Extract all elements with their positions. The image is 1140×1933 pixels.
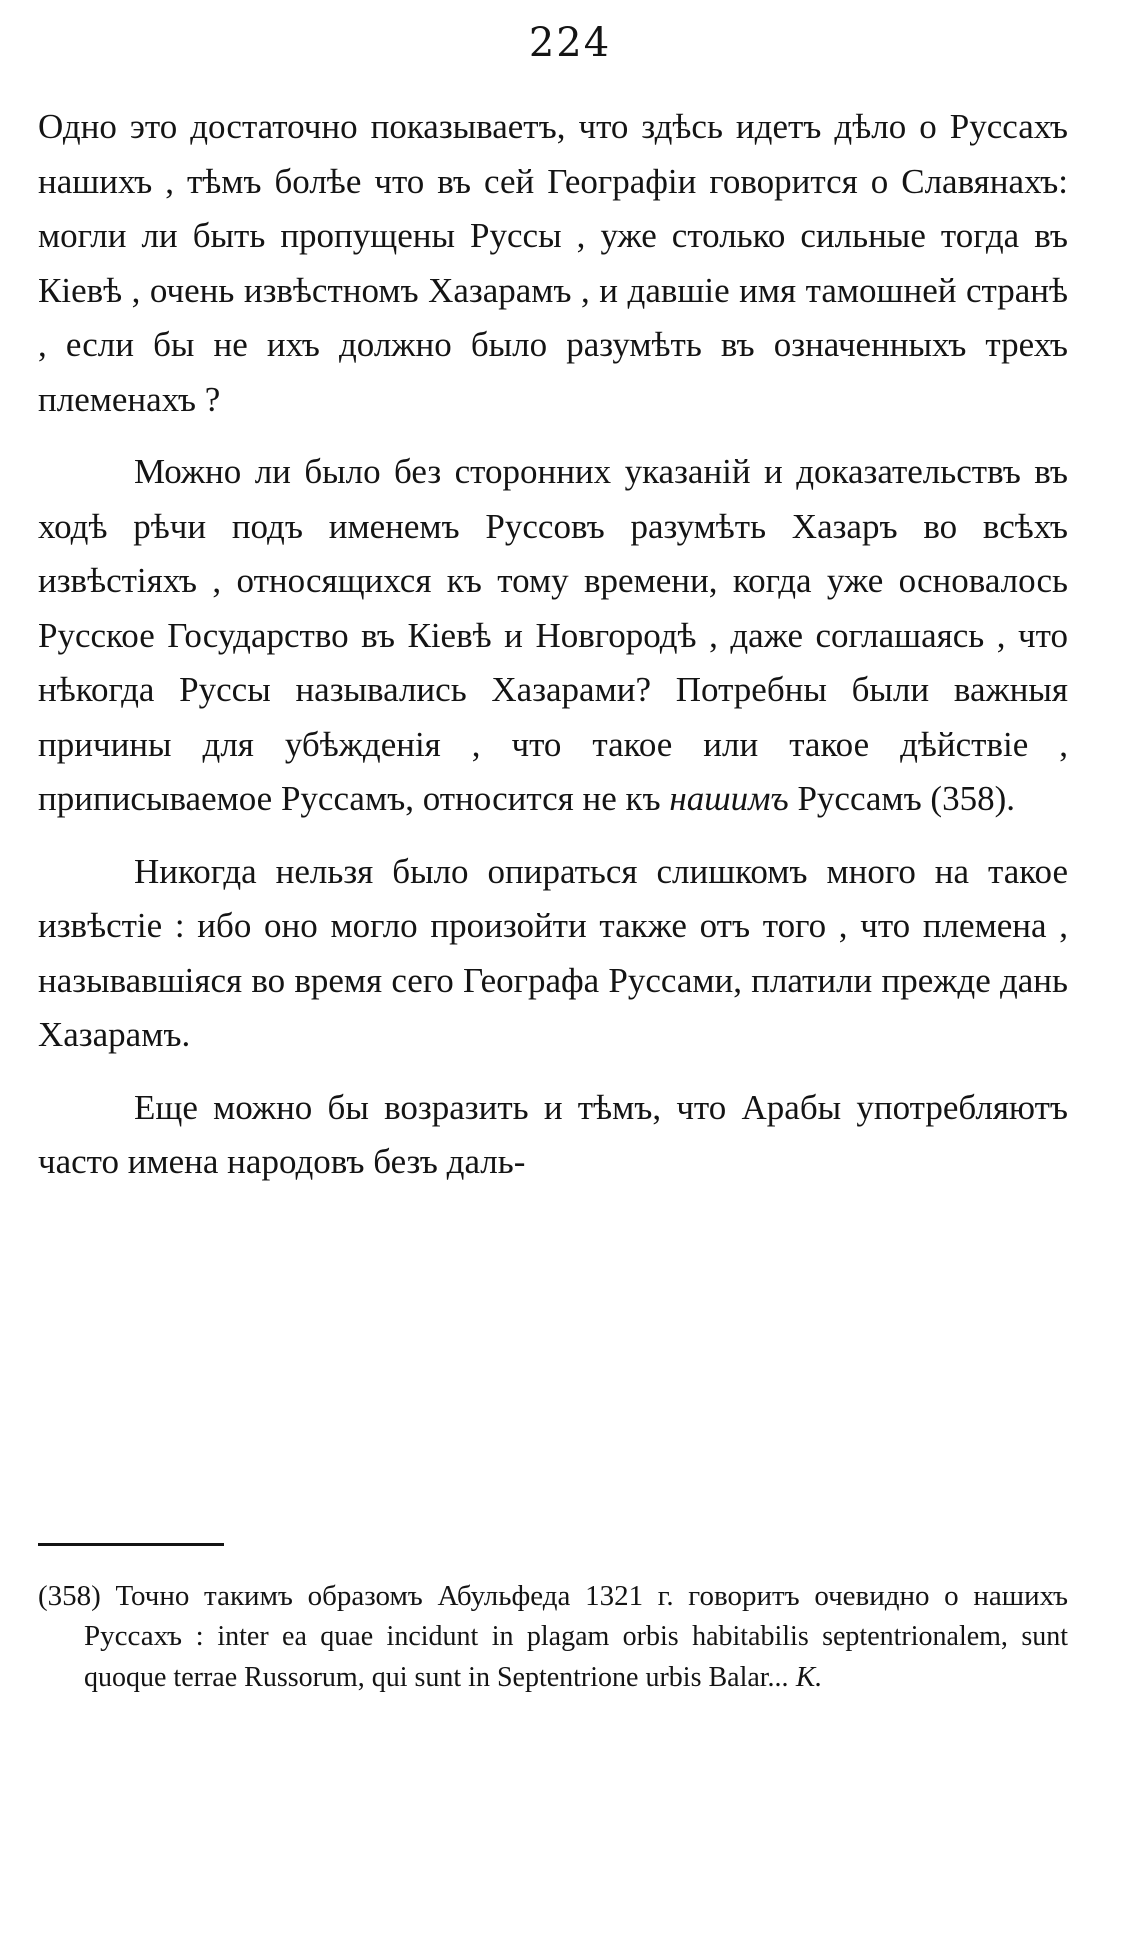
paragraph-2 — [38, 445, 1068, 827]
footnote-latin-quote: inter ea quae incidunt in plagam orbis habitabilis septentrionalem, sunt quoque terrae Russorum, qui sunt in Septentrione urbis Balar... — [84, 1621, 1069, 1693]
footnote — [38, 1576, 1068, 1698]
paragraph-4: Еще можно бы возразить и тѣмъ, что Арабы употребляютъ часто имена народовъ безъ даль- — [38, 1087, 1068, 1181]
footnote-russian-text: Точно такимъ образомъ Абульфеда 1321 г. говоритъ очевидно о нашихъ Руссахъ : — [84, 1580, 1068, 1652]
main-text — [38, 100, 1068, 1208]
page-number: 224 — [528, 20, 612, 66]
paragraph-3: Никогда нельзя было опираться слишкомъ много на такое извѣстіе : ибо оно могло произойти также отъ того , что племена , называвшіяся во время сего Географа Руссами, платили прежде дань Хазарамъ. — [38, 851, 1068, 1054]
footnote-358 — [38, 1576, 1068, 1698]
paragraph-2-emphasis: нашимъ — [669, 779, 789, 818]
footnote-separator — [38, 1543, 224, 1546]
footnote-signature: К. — [795, 1661, 823, 1693]
paragraph-1: Одно это достаточно показываетъ, что здѣсь идетъ дѣло о Руссахъ нашихъ , тѣмъ болѣе что въ сей Географіи говорится о Славянахъ: могли ли быть пропущены Руссы , уже столько сильные тогда въ Кіевѣ , очень извѣстномъ Хазарамъ , и давшіе имя тамошней странѣ , если бы не ихъ должно было разумѣть въ означенныхъ трехъ племенахъ ? — [38, 107, 1068, 419]
paragraph-2-tail: Руссамъ (358). — [797, 779, 1015, 818]
paragraph-2-text: Можно ли было без сторонних указаній и доказательствъ въ ходѣ рѣчи подъ именемъ Руссовъ разумѣть Хазаръ во всѣхъ извѣстіяхъ , относящихся къ тому времени, когда уже основалось Русское Государство въ Кіевѣ и Новгородѣ , даже соглашаясь , что нѣкогда Руссы назывались Хазарами? Потребны были важныя причины для убѣжденія , что такое или такое дѣйствіе , приписываемое Руссамъ, относится не къ — [38, 452, 1068, 818]
footnote-marker: (358) — [38, 1580, 101, 1612]
